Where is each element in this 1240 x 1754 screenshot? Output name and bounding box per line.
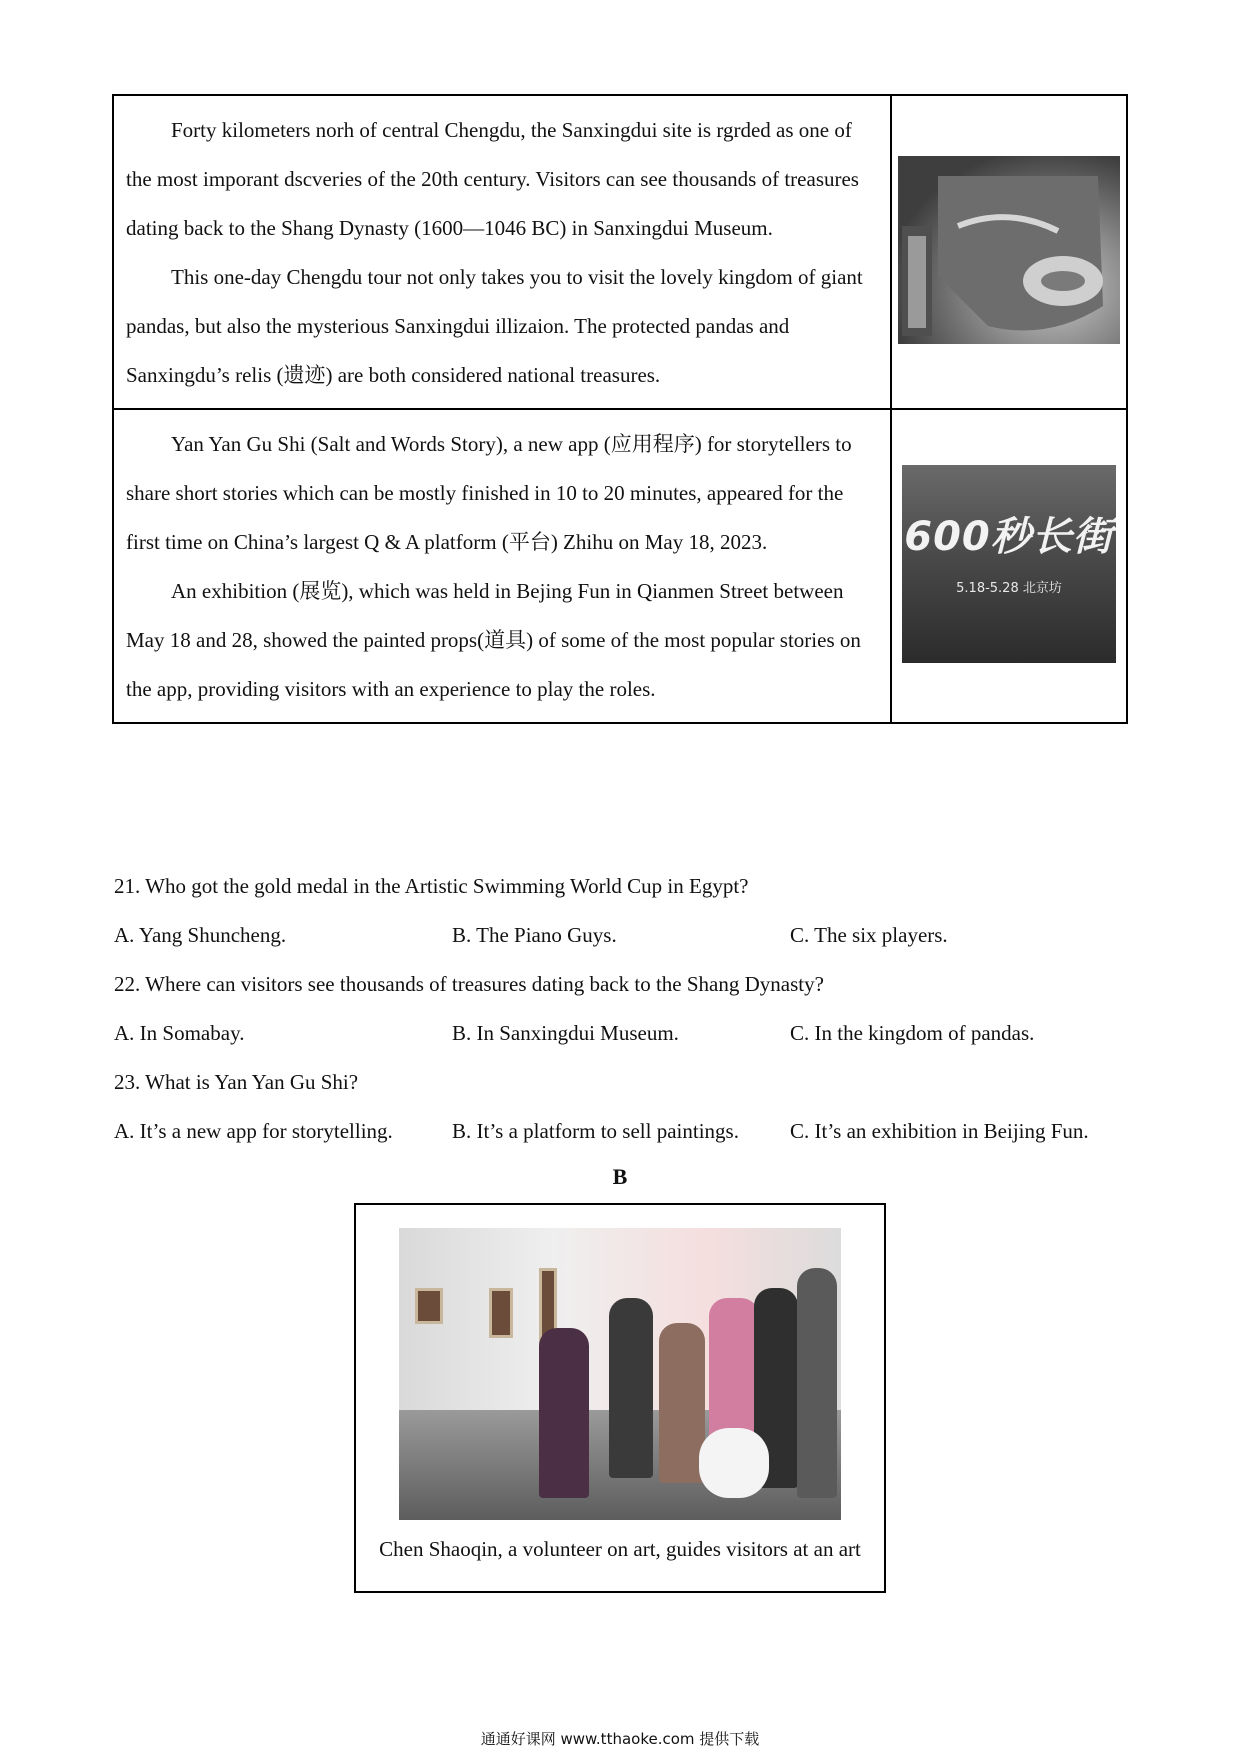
- white-jacket: [699, 1428, 769, 1498]
- question-options: [114, 1009, 1144, 1058]
- poster-title: 600秒长街: [904, 513, 1114, 560]
- question-item: [114, 960, 1144, 1058]
- paragraph: Forty kilometers norh of central Chengdu, the Sanxingdui site is rgrded as one of the most imporant dscveries of the 20th century. Visitors can see thousands of treasures dating back to the Shang Dynasty (1600—1046 BC) in Sanxingdui Museum.: [126, 118, 859, 240]
- option-a: A. It’s a new app for storytelling.: [114, 1119, 393, 1143]
- question-item: [114, 862, 1144, 960]
- question-options: [114, 1107, 1144, 1156]
- figure-caption: Chen Shaoqin, a volunteer on art, guides visitors at an art: [379, 1537, 861, 1561]
- paragraph: This one-day Chengdu tour not only takes you to visit the lovely kingdom of giant pandas, but also the mysterious Sanxingdui illizaion. The protected pandas and Sanxingdu’s relis (遗迹) are both considered national treasures.: [126, 265, 863, 387]
- passage-a-table: [112, 94, 1128, 724]
- sanxingdui-text-cell: [113, 95, 891, 409]
- sanxingdui-image-cell: [891, 95, 1127, 409]
- option-b: B. In Sanxingdui Museum.: [452, 1021, 679, 1045]
- passage-row-yanyangushi: [113, 409, 1127, 723]
- option-c: C. The six players.: [790, 923, 948, 947]
- page-footer: 通通好课网 www.tthaoke.com 提供下载: [480, 1730, 760, 1748]
- paragraph: Yan Yan Gu Shi (Salt and Words Story), a new app (应用程序) for storytellers to share short stories which can be mostly finished in 10 to 20 minutes, appeared for the first time on China’s largest Q & A platform (平台) Zhihu on May 18, 2023.: [126, 432, 852, 554]
- bronze-mask-drawing: [898, 156, 1120, 344]
- paragraph: An exhibition (展览), which was held in Bejing Fun in Qianmen Street between May 18 and 28, showed the painted props(道具) of some of the most popular stories on the app, providing visitors with an experience to play the roles.: [126, 579, 861, 701]
- passage-row-sanxingdui: [113, 95, 1127, 409]
- question-options: [114, 911, 1144, 960]
- section-b-figure: [354, 1203, 886, 1593]
- question-stem: 22. Where can visitors see thousands of treasures dating back to the Shang Dynasty?: [114, 972, 824, 996]
- visitor-figure: [797, 1268, 837, 1498]
- questions-section: [114, 862, 1144, 1156]
- gallery-visitors-photo: [399, 1228, 841, 1520]
- poster-subtitle: 5.18-5.28 北京坊: [956, 580, 1062, 596]
- option-a: A. Yang Shuncheng.: [114, 923, 287, 947]
- exhibition-poster-photo: [902, 465, 1116, 663]
- yanyangushi-text-cell: [113, 409, 891, 723]
- section-b-heading: B: [612, 1164, 628, 1189]
- guide-figure: [539, 1328, 589, 1498]
- option-c: C. It’s an exhibition in Beijing Fun.: [790, 1119, 1089, 1143]
- option-b: B. It’s a platform to sell paintings.: [452, 1119, 739, 1143]
- option-b: B. The Piano Guys.: [452, 923, 617, 947]
- poster-image-cell: [891, 409, 1127, 723]
- question-stem: 21. Who got the gold medal in the Artistic Swimming World Cup in Egypt?: [114, 874, 749, 898]
- visitor-figure: [609, 1298, 653, 1478]
- option-c: C. In the kingdom of pandas.: [790, 1021, 1035, 1045]
- artwork-frame: [415, 1288, 443, 1324]
- bronze-mask-photo: [898, 156, 1120, 344]
- question-item: [114, 1058, 1144, 1156]
- artwork-frame: [489, 1288, 513, 1338]
- option-a: A. In Somabay.: [114, 1021, 245, 1045]
- question-stem: 23. What is Yan Yan Gu Shi?: [114, 1070, 359, 1094]
